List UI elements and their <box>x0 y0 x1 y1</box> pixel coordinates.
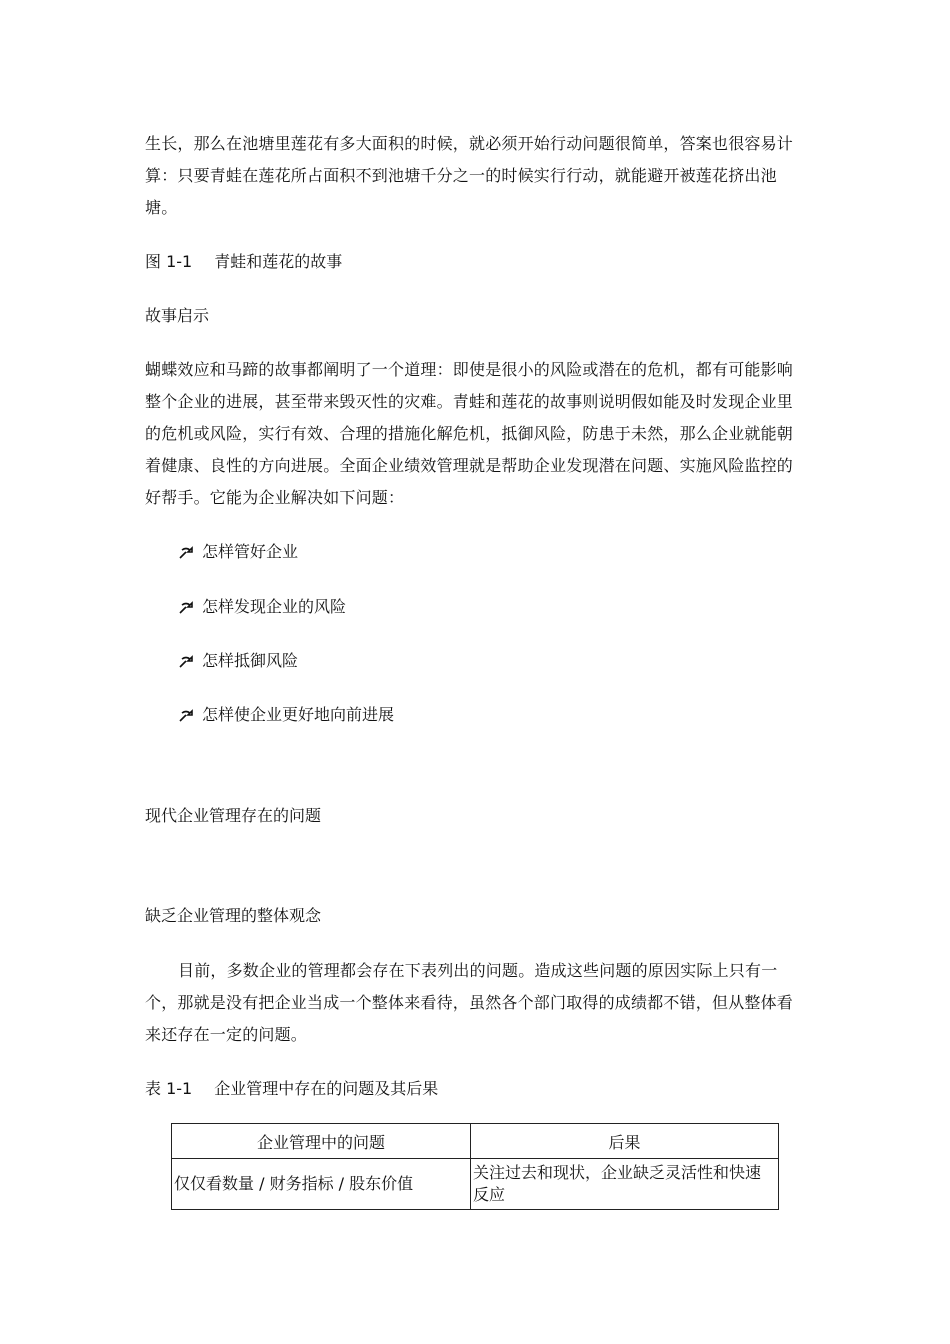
figure-caption <box>145 251 342 273</box>
bullet-item <box>178 541 298 563</box>
arrow-bullet-icon <box>178 707 194 723</box>
table-header-row <box>172 1124 779 1159</box>
heading-lack-overall-view: 缺乏企业管理的整体观念 <box>145 906 322 925</box>
bullet-item <box>178 650 298 672</box>
table-title: 企业管理中存在的问题及其后果 <box>214 1079 439 1098</box>
table-row <box>172 1159 779 1210</box>
bullet-item <box>178 704 394 726</box>
paragraph-lotus-growth: 生长，那么在池塘里莲花有多大面积的时候，就必须开始行动问题很简单，答案也很容易计算：只要青蛙在莲花所占面积不到池塘千分之一的时候实行行动，就能避开被莲花挤出池塘。 <box>145 134 794 217</box>
table-header-problem: 企业管理中的问题 <box>172 1124 471 1159</box>
table-label: 表 1-1 <box>145 1079 193 1098</box>
figure-title: 青蛙和莲花的故事 <box>214 252 343 271</box>
arrow-bullet-icon <box>178 544 194 560</box>
table-caption <box>145 1078 438 1100</box>
bullet-text: 怎样抵御风险 <box>202 651 299 670</box>
paragraph-butterfly-effect: 蝴蝶效应和马蹄的故事都阐明了一个道理：即使是很小的风险或潜在的危机，都有可能影响整个企业的进展，甚至带来毁灭性的灾难。青蛙和莲花的故事则说明假如能及时发现企业里的危机或风险，实行有效、合理的措施化解危机，抵御风险，防患于未然，那么企业就能朝着健康、良性的方向进展。全面企业绩效管理就是帮助企业发现潜在问题、实施风险监控的好帮手。它能为企业解决如下问题： <box>145 360 794 507</box>
heading-story-insight: 故事启示 <box>145 306 210 325</box>
paragraph-current-problems: 目前，多数企业的管理都会存在下表列出的问题。造成这些问题的原因实际上只有一个，那就是没有把企业当成一个整体来看待，虽然各个部门取得的成绩都不错，但从整体看来还存在一定的问题。 <box>145 961 794 1044</box>
bullet-text: 怎样发现企业的风险 <box>202 597 347 616</box>
figure-label: 图 1-1 <box>145 252 193 271</box>
arrow-bullet-icon <box>178 653 194 669</box>
heading-modern-problems: 现代企业管理存在的问题 <box>145 806 322 825</box>
bullet-text: 怎样管好企业 <box>202 542 299 561</box>
table-header-consequence: 后果 <box>471 1124 779 1159</box>
arrow-bullet-icon <box>178 599 194 615</box>
issues-table <box>171 1123 779 1210</box>
table-cell-consequence: 关注过去和现状，企业缺乏灵活性和快速反应 <box>471 1159 779 1210</box>
bullet-item <box>178 596 346 618</box>
bullet-text: 怎样使企业更好地向前进展 <box>202 705 395 724</box>
table-cell-problem: 仅仅看数量 / 财务指标 / 股东价值 <box>172 1159 471 1210</box>
